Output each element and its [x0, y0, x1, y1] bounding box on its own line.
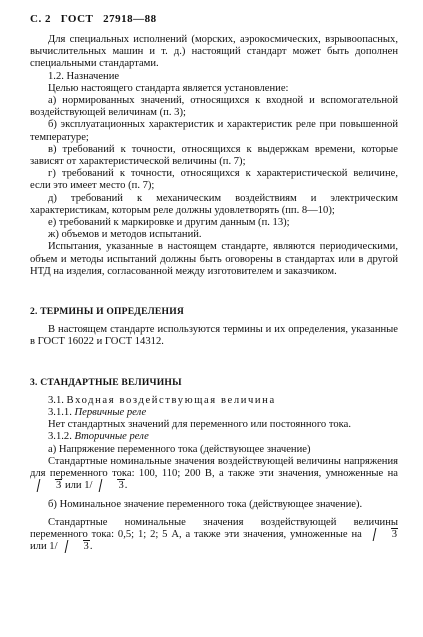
section-title: Первичные реле [74, 407, 147, 419]
tests-paragraph: Испытания, указанные в настоящем стандарте, являются периодическими, объем и методы испытаний должны быть оговорены в стандартах или в другой НТД на изделия, согласованной между изготовителем и заказчиком. [30, 241, 398, 277]
section-1-2-title: 1.2. Назначение [48, 70, 120, 82]
list-item: г) требований к точности, относящихся к характеристической величине, если это имеет место (п. 7); [30, 168, 398, 192]
sqrt-value: 3 [118, 480, 124, 492]
section-3-1-1-title [30, 407, 398, 419]
section-1-2-lead: Целью настоящего стандарта является установление: [48, 82, 289, 94]
section-number: 3.1. [48, 394, 64, 406]
list-item: в) требований к точности, относящихся к выдержкам времени, которые зависят от характеристической величины (п. 7); [30, 143, 398, 168]
section-3-1-1-text: Нет стандартных значений для переменного или постоянного тока. [48, 419, 351, 431]
page-header [30, 13, 157, 25]
sqrt-value: 3 [391, 528, 397, 540]
section-number: 3.1.1. [48, 407, 72, 419]
gost-number: 27918—88 [103, 13, 157, 25]
list-item: д) требований к механическим воздействиям и электрическим характеристикам, которым реле должны удовлетворять (пп. 8—10); [30, 192, 398, 216]
section-title: Входная воздействующая величина [66, 394, 276, 406]
page-number: С. 2 [30, 13, 51, 25]
sqrt-symbol [58, 541, 90, 553]
gost-label: ГОСТ [60, 13, 94, 25]
period: . [124, 480, 128, 492]
item-b-text [30, 517, 398, 554]
section-3-heading: 3. СТАНДАРТНЫЕ ВЕЛИЧИНЫ [30, 376, 182, 388]
sqrt-symbol [366, 529, 398, 541]
list-item: б) эксплуатационных характеристик и характеристик реле при повышенной температуре; [30, 119, 398, 143]
section-number: 3.1.2. [48, 431, 72, 443]
list-item: е) требований к маркировке и другим данным (п. 13); [48, 217, 290, 229]
sqrt-value: 3 [83, 541, 89, 553]
or-text: или 1/ [30, 541, 58, 553]
list-item: ж) объемов и методов испытаний. [48, 229, 202, 241]
sqrt-symbol [92, 480, 124, 492]
or-text: или 1/ [64, 480, 93, 492]
item-a-text [30, 456, 398, 493]
item-a-title: а) Напряжение переменного тока (действующее значение) [48, 443, 311, 455]
item-b-body: Стандартные номинальные значения воздействующей величины переменного тока: 0,5; 1; 2; 5 А, а также эти значения, умноженные на [30, 516, 398, 540]
document-body [30, 34, 398, 553]
sqrt-value: 3 [56, 480, 62, 492]
section-title: Вторичные реле [74, 431, 149, 443]
period: . [89, 541, 93, 553]
intro-paragraph: Для специальных исполнений (морских, аэрокосмических, взрывоопасных, вычислительных машин и т. д.) настоящий стандарт может быть дополнен специальными стандартами. [30, 34, 398, 70]
list-item: а) нормированных значений, относящихся к входной и вспомогательной воздействующей величинам (п. 3); [30, 95, 398, 119]
sqrt-symbol [30, 480, 62, 492]
item-b-title: б) Номинальное значение переменного тока (действующее значение). [48, 498, 363, 510]
section-3-1-title [30, 395, 398, 407]
item-a-body: Стандартные номинальные значения воздействующей величины напряжения для переменного тока: 100, 110; 200 В, а также эти значения, умноженные на [30, 455, 398, 480]
section-3-1-2-title [30, 431, 398, 443]
section-2-text: В настоящем стандарте используются термины и их определения, указанные в ГОСТ 16022 и ГОСТ 14312. [30, 324, 398, 348]
section-2-heading: 2. ТЕРМИНЫ И ОПРЕДЕЛЕНИЯ [30, 306, 184, 318]
